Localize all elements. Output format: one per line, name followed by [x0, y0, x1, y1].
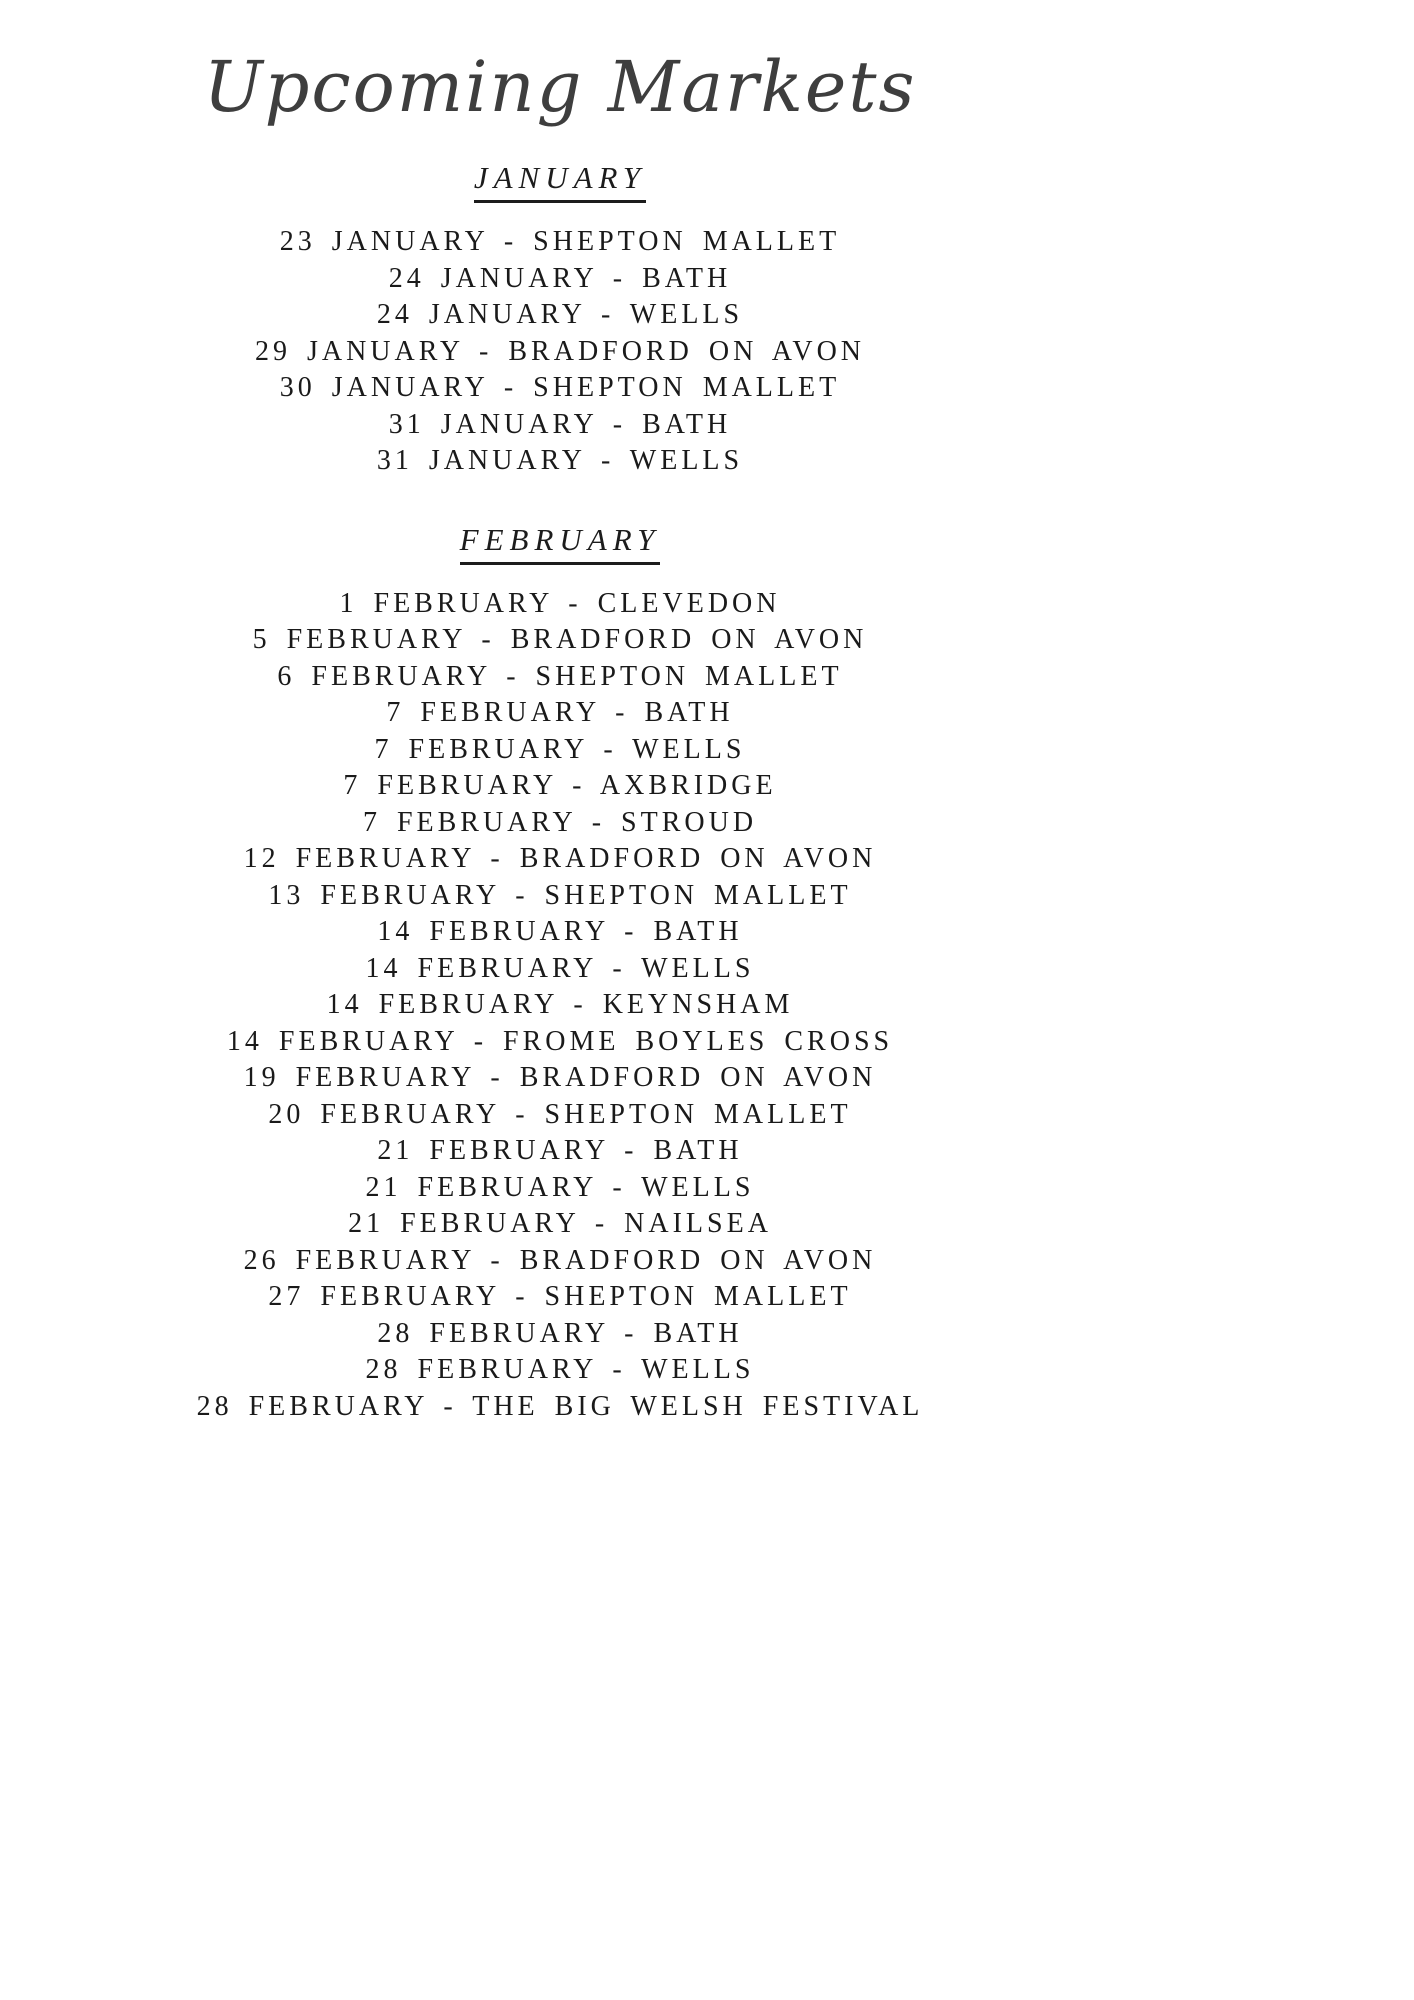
month-heading-january: JANUARY [474, 160, 646, 203]
event-row: 13 FEBRUARY - SHEPTON MALLET [268, 879, 852, 911]
event-row: 21 FEBRUARY - NAILSEA [348, 1208, 772, 1239]
event-row: 20 FEBRUARY - SHEPTON MALLET [268, 1098, 852, 1130]
section-january [0, 160, 1120, 480]
event-row: 14 FEBRUARY - WELLS [365, 952, 755, 984]
event-row: 1 FEBRUARY - CLEVEDON [339, 587, 781, 619]
event-row: 7 FEBRUARY - WELLS [374, 733, 746, 765]
event-row: 7 FEBRUARY - AXBRIDGE [343, 770, 777, 801]
page-title: Upcoming Markets [203, 46, 917, 128]
event-row: 28 FEBRUARY - THE BIG WELSH FESTIVAL [196, 1390, 924, 1422]
event-row: 7 FEBRUARY - STROUD [362, 806, 758, 838]
section-february [0, 522, 1120, 1426]
month-heading-wrap [0, 522, 1120, 564]
month-heading-wrap [0, 160, 1120, 202]
event-row: 31 JANUARY - BATH [388, 408, 732, 440]
event-row: 28 FEBRUARY - BATH [377, 1317, 743, 1349]
event-row: 5 FEBRUARY - BRADFORD ON AVON [252, 624, 868, 655]
event-row: 24 JANUARY - BATH [388, 262, 732, 294]
event-row: 12 FEBRUARY - BRADFORD ON AVON [243, 843, 877, 874]
event-row: 24 JANUARY - WELLS [376, 299, 744, 330]
january-events-list [0, 224, 1120, 480]
february-events-list [0, 586, 1120, 1426]
event-row: 30 JANUARY - SHEPTON MALLET [279, 372, 841, 403]
event-row: 27 FEBRUARY - SHEPTON MALLET [268, 1281, 852, 1312]
event-row: 29 JANUARY - BRADFORD ON AVON [254, 335, 866, 367]
event-row: 31 JANUARY - WELLS [376, 445, 744, 476]
event-row: 26 FEBRUARY - BRADFORD ON AVON [243, 1244, 877, 1276]
event-row: 21 FEBRUARY - WELLS [365, 1171, 755, 1203]
event-row: 28 FEBRUARY - WELLS [365, 1354, 755, 1385]
event-row: 14 FEBRUARY - BATH [377, 916, 743, 947]
event-row: 21 FEBRUARY - BATH [377, 1135, 743, 1166]
event-row: 23 JANUARY - SHEPTON MALLET [279, 226, 841, 257]
event-row: 14 FEBRUARY - KEYNSHAM [326, 989, 794, 1020]
event-row: 7 FEBRUARY - BATH [386, 697, 734, 728]
month-heading-february: FEBRUARY [460, 522, 661, 565]
event-row: 19 FEBRUARY - BRADFORD ON AVON [243, 1062, 877, 1093]
event-row: 6 FEBRUARY - SHEPTON MALLET [277, 660, 843, 692]
event-row: 14 FEBRUARY - FROME BOYLES CROSS [226, 1025, 894, 1057]
